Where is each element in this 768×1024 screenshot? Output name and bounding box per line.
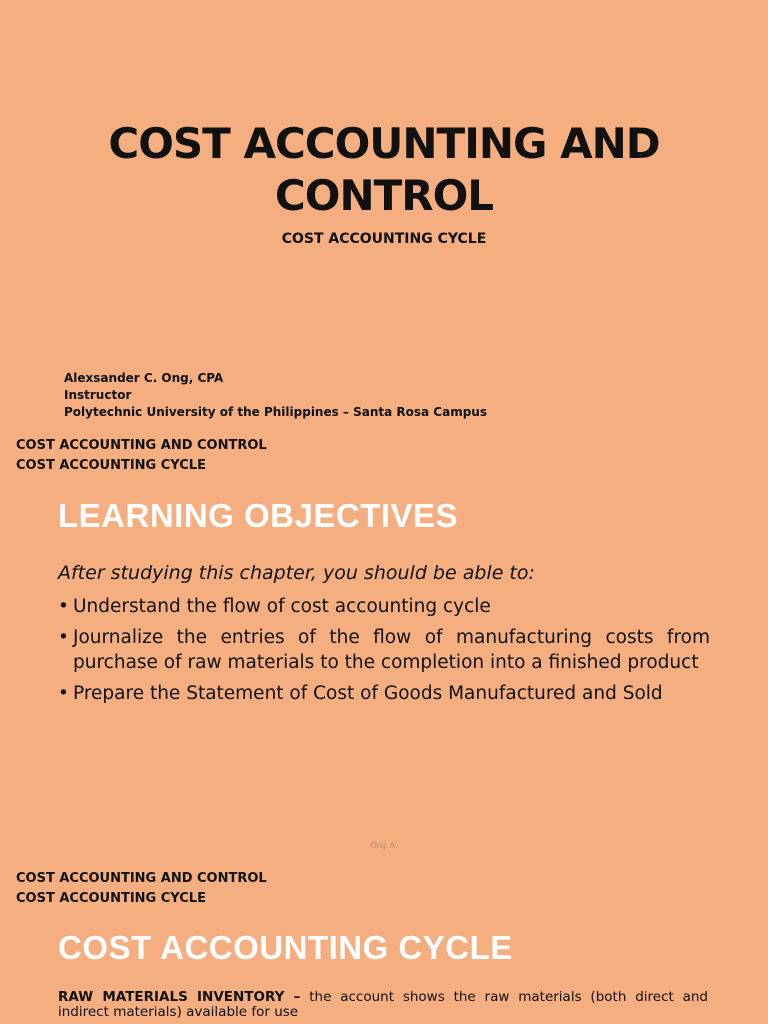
definition-text: the account shows the raw materials (both direct and indirect materials) available for use [58,989,709,1020]
objective-item [58,625,710,675]
objective-text: Journalize the entries of the flow of manufacturing costs from purchase of raw materials to the completion into a finished product [73,627,710,673]
raw-materials-definition [58,990,708,1020]
bullet-icon: • [58,596,69,617]
section-title-learning-objectives: LEARNING OBJECTIVES [58,497,459,534]
objectives-intro: After studying this chapter, you should be able to: [58,562,535,584]
author-role: Instructor [64,388,132,402]
slide3-header [16,869,267,909]
objective-item [58,681,710,706]
objectives-list [58,594,710,712]
bullet-icon: • [58,683,69,704]
slide2-header-topic: COST ACCOUNTING CYCLE [16,458,206,473]
slide2-header-course: COST ACCOUNTING AND CONTROL [16,438,267,453]
author-block [64,370,487,421]
slide-title-line-1: COST ACCOUNTING AND [108,119,660,168]
slide3-header-topic: COST ACCOUNTING CYCLE [16,891,206,906]
objective-item [58,594,710,619]
slide-subtitle: COST ACCOUNTING CYCLE [281,231,487,247]
slide2-header [16,436,267,476]
slide-title [0,118,768,222]
slide-title-line-2: CONTROL [274,171,494,220]
objective-text: Prepare the Statement of Cost of Goods Manufactured and Sold [73,683,663,704]
section-title-cost-accounting-cycle: COST ACCOUNTING CYCLE [58,929,513,966]
slide3-header-course: COST ACCOUNTING AND CONTROL [16,871,267,886]
author-name: Alexsander C. Ong, CPA [64,371,224,385]
bullet-icon: • [58,627,69,648]
slide-footer-note: Ong, A. [370,841,398,850]
objective-text: Understand the flow of cost accounting cycle [73,596,491,617]
definition-term: RAW MATERIALS INVENTORY – [58,989,301,1005]
author-school: Polytechnic University of the Philippines – Santa Rosa Campus [64,405,487,419]
